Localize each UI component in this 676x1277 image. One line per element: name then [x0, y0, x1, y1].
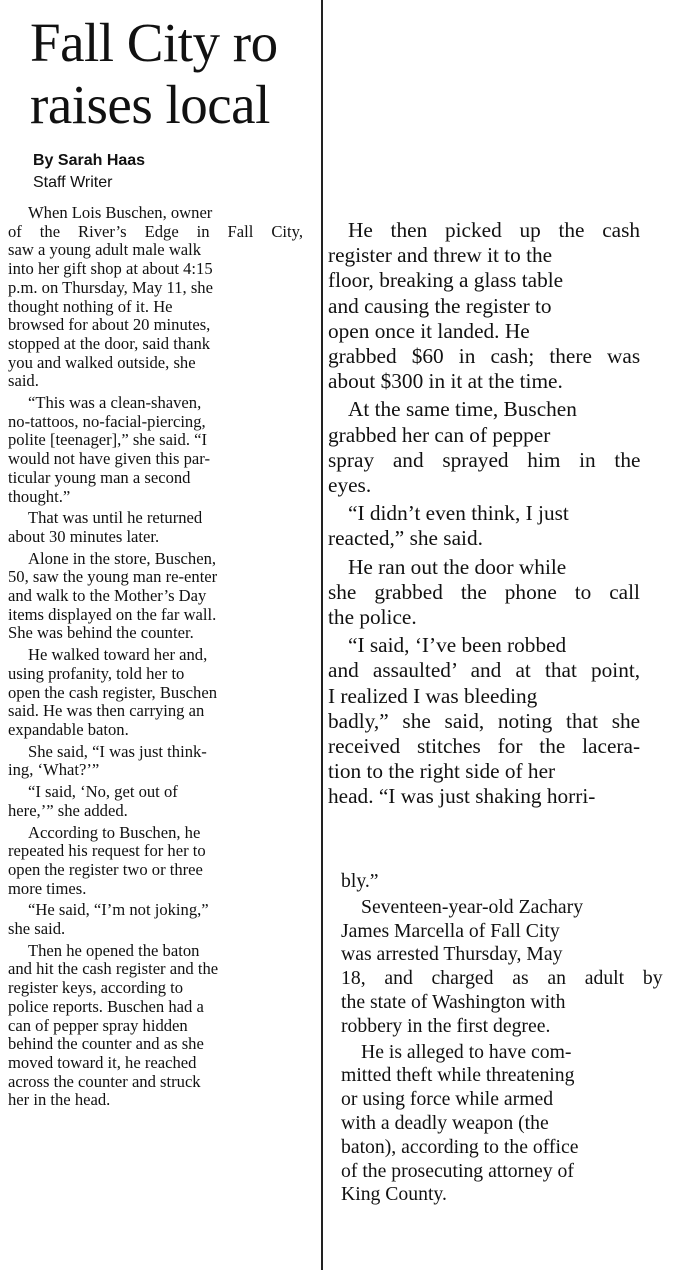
text-line: That was until he returned	[28, 509, 203, 528]
article-paragraph	[328, 397, 640, 498]
article-paragraph	[8, 783, 303, 820]
text-line: eyes.	[328, 473, 372, 498]
text-line: He ran out the door while	[348, 554, 567, 579]
text-line: you and walked outside, she	[8, 353, 196, 372]
text-line: she grabbed the phone to call	[328, 579, 640, 604]
text-line: King County.	[341, 1183, 447, 1206]
text-line: open the cash register, Buschen	[8, 683, 217, 702]
text-line: ing, ‘What?’”	[8, 761, 100, 780]
text-line: He then picked up the cash	[348, 218, 640, 242]
article-column-2	[328, 218, 640, 813]
text-line: would not have given this par-	[8, 450, 210, 469]
text-line: items displayed on the far wall.	[8, 605, 217, 624]
text-line: stopped at the door, said thank	[8, 334, 211, 353]
text-line: Then he opened the baton	[28, 941, 200, 960]
text-line: 18, and charged as an adult by	[341, 967, 663, 990]
text-line: I realized I was bleeding	[328, 683, 538, 708]
text-line: she said.	[8, 920, 66, 939]
text-line: register keys, according to	[8, 979, 184, 998]
article-paragraph	[8, 394, 303, 506]
text-line: bly.”	[341, 870, 379, 892]
text-line: “This was a clean-shaven,	[28, 394, 202, 413]
text-line: repeated his request for her to	[8, 842, 206, 861]
text-line: expandable baton.	[8, 720, 129, 739]
text-line: He is alleged to have com-	[361, 1040, 572, 1063]
text-line: can of pepper spray hidden	[8, 1016, 188, 1035]
text-line: head. “I was just shaking horri-	[328, 784, 596, 809]
text-line: received stitches for the lacera-	[328, 734, 640, 759]
text-line: “He said, “I’m not joking,”	[28, 901, 209, 920]
article-paragraph	[328, 218, 640, 394]
text-line: Seventeen-year-old Zachary	[361, 895, 584, 918]
text-line: using profanity, told her to	[8, 664, 185, 683]
text-line: police reports. Buschen had a	[8, 997, 204, 1016]
byline-author: By Sarah Haas	[33, 152, 146, 169]
text-line: “I said, ‘No, get out of	[28, 783, 178, 802]
text-line: tion to the right side of her	[328, 759, 556, 784]
text-line: behind the counter and as she	[8, 1035, 204, 1054]
text-line: Alone in the store, Buschen,	[28, 549, 217, 568]
article-paragraph	[8, 743, 303, 780]
text-line: and hit the cash register and the	[8, 960, 219, 979]
text-line: with a deadly weapon (the	[341, 1111, 549, 1134]
headline-line-1: Fall City ro	[30, 12, 278, 73]
article-paragraph	[8, 509, 303, 546]
text-line: ticular young man a second	[8, 468, 191, 487]
text-line: browsed for about 20 minutes,	[8, 316, 211, 335]
text-line: p.m. on Thursday, May 11, she	[8, 278, 213, 297]
article-paragraph	[341, 870, 663, 894]
text-line: moved toward it, he reached	[8, 1053, 197, 1072]
text-line: said.	[8, 372, 39, 391]
text-line: about $300 in it at the time.	[328, 369, 563, 394]
article-paragraph	[328, 633, 640, 809]
text-line: was arrested Thursday, May	[341, 943, 563, 966]
text-line: the state of Washington with	[341, 990, 566, 1013]
text-line: no-tattoos, no-facial-piercing,	[8, 412, 206, 431]
text-line: across the counter and struck	[8, 1072, 201, 1091]
text-line: and walk to the Mother’s Day	[8, 587, 207, 606]
text-line: She said, “I was just think-	[28, 742, 207, 761]
text-line: of the River’s Edge in Fall City,	[8, 222, 303, 241]
text-line: of the prosecuting attorney of	[341, 1159, 574, 1182]
article-paragraph	[8, 942, 303, 1110]
text-line: grabbed her can of pepper	[328, 422, 551, 447]
text-line: She was behind the counter.	[8, 624, 194, 643]
text-line: thought nothing of it. He	[8, 297, 173, 316]
text-line: the police.	[328, 605, 417, 630]
text-line: “I didn’t even think, I just	[348, 501, 569, 526]
text-line: When Lois Buschen, owner	[28, 204, 213, 222]
text-line: spray and sprayed him in the	[328, 447, 640, 472]
article-paragraph	[8, 646, 303, 740]
headline	[30, 12, 320, 136]
text-line: reacted,” she said.	[328, 526, 483, 551]
text-line: grabbed $60 in cash; there was	[328, 344, 640, 369]
text-line: He walked toward her and,	[28, 646, 208, 665]
article-column-3	[341, 870, 663, 1209]
text-line: or using force while armed	[341, 1088, 554, 1111]
article-paragraph	[328, 501, 640, 551]
text-line: said. He was then carrying an	[8, 702, 205, 721]
text-line: her in the head.	[8, 1091, 111, 1110]
text-line: saw a young adult male walk	[8, 241, 202, 260]
column-divider	[321, 0, 323, 1270]
text-line: polite [teenager],” she said. “I	[8, 431, 208, 450]
text-line: about 30 minutes later.	[8, 527, 160, 546]
text-line: into her gift shop at about 4:15	[8, 260, 213, 279]
text-line: open the register two or three	[8, 860, 203, 879]
text-line: James Marcella of Fall City	[341, 919, 560, 942]
article-paragraph	[328, 555, 640, 631]
text-line: “I said, ‘I’ve been robbed	[348, 633, 567, 658]
article-paragraph	[8, 204, 303, 391]
text-line: and assaulted’ and at that point,	[328, 658, 640, 683]
text-line: open once it landed. He	[328, 318, 530, 343]
text-line: thought.”	[8, 487, 71, 506]
text-line: According to Buschen, he	[28, 823, 201, 842]
text-line: here,’” she added.	[8, 801, 128, 820]
text-line: more times.	[8, 879, 87, 898]
text-line: 50, saw the young man re-enter	[8, 568, 218, 587]
text-line: At the same time, Buschen	[348, 397, 577, 422]
article-paragraph	[8, 901, 303, 938]
text-line: baton), according to the office	[341, 1135, 579, 1158]
byline-role: Staff Writer	[33, 174, 113, 191]
text-line: and causing the register to	[328, 293, 552, 318]
text-line: mitted theft while threatening	[341, 1064, 575, 1087]
text-line: register and threw it to the	[328, 243, 553, 268]
byline	[33, 150, 145, 194]
text-line: floor, breaking a glass table	[328, 268, 564, 293]
article-paragraph	[341, 896, 663, 1039]
headline-line-2: raises local	[30, 74, 270, 135]
text-line: robbery in the first degree.	[341, 1014, 551, 1037]
article-paragraph	[341, 1041, 663, 1208]
text-line: badly,” she said, noting that she	[328, 708, 640, 733]
article-paragraph	[8, 550, 303, 644]
article-column-1	[8, 204, 303, 1113]
article-paragraph	[8, 824, 303, 899]
